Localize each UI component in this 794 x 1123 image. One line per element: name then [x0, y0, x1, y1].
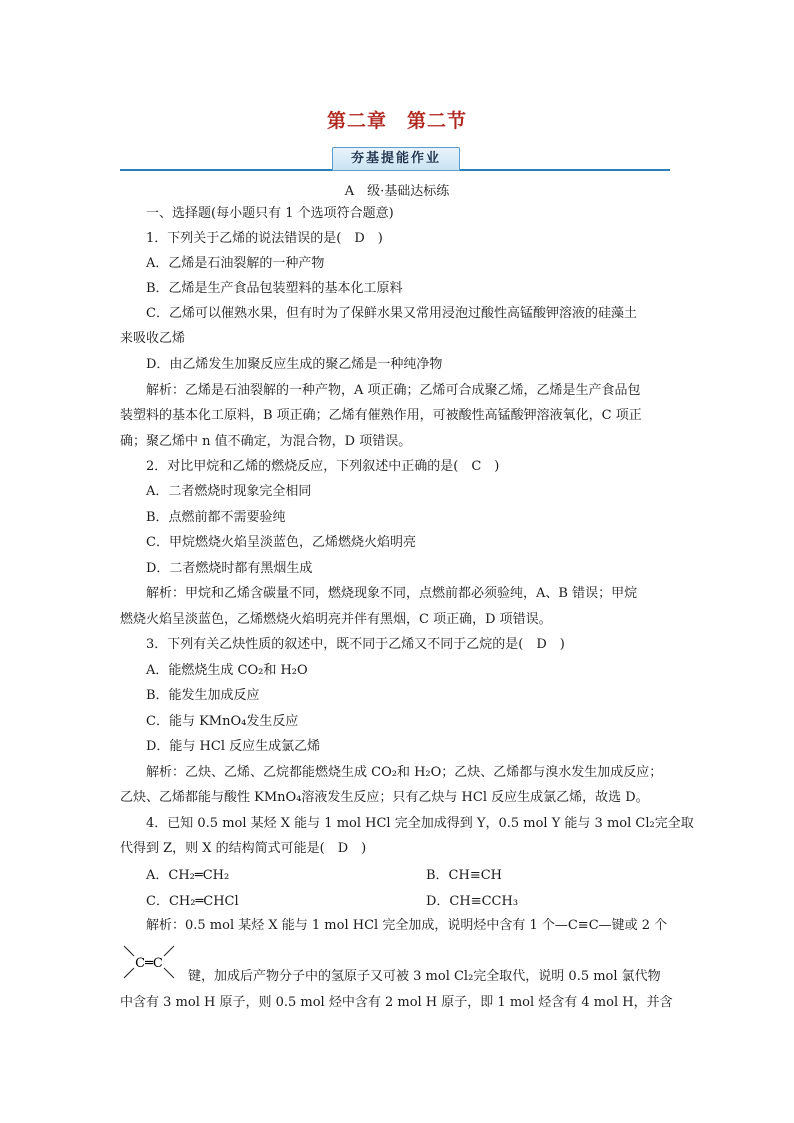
bond-line-upper-right: [164, 946, 174, 956]
text-line: 键，加成后产物分子中的氢原子又可被 3 mol Cl₂完全取代，说明 0.5 mol 氯代物: [188, 969, 661, 984]
text-line: 确；聚乙烯中 n 值不确定，为混合物，D 项错误。: [120, 434, 412, 449]
option-a: C．CH₂═CHCl: [146, 894, 239, 909]
text-line: A．能燃烧生成 CO₂和 H₂O: [146, 663, 308, 678]
text-line: B．点燃前都不需要验纯: [146, 510, 286, 525]
text-line: C．甲烷燃烧火焰呈淡蓝色，乙烯燃烧火焰明亮: [146, 535, 416, 550]
text-line: 一、选择题(每小题只有 1 个选项符合题意): [146, 206, 394, 221]
double-bond-diagram: [118, 942, 180, 982]
text-line: 代得到 Z，则 X 的结构简式可能是( D ): [120, 841, 367, 856]
text-line: B．能发生加成反应: [146, 688, 260, 703]
text-line: 1．下列关于乙烯的说法错误的是( D ): [146, 231, 383, 246]
section-banner: [120, 146, 670, 172]
text-line: A．乙烯是石油裂解的一种产物: [146, 256, 325, 271]
double-bond-label: C═C: [135, 956, 163, 971]
text-line: 解析：0.5 mol 某烃 X 能与 1 mol HCl 完全加成，说明烃中含有 1 个—C≡C—键或 2 个: [146, 918, 668, 933]
text-line: B．乙烯是生产食品包装塑料的基本化工原料: [146, 281, 403, 296]
text-line: A．二者燃烧时现象完全相同: [146, 484, 312, 499]
text-line: 解析：甲烷和乙烯含碳量不同，燃烧现象不同，点燃前都必须验纯，A、B 错误；甲烷: [146, 586, 638, 601]
text-line: 燃烧火焰呈淡蓝色，乙烯燃烧火焰明亮并伴有黑烟，C 项正确，D 项错误。: [120, 612, 552, 627]
text-line: 来吸收乙烯: [120, 331, 186, 346]
text-line: D．二者燃烧时都有黑烟生成: [146, 561, 313, 576]
bond-line-lower-left: [124, 968, 134, 978]
text-line: 装塑料的基本化工原料，B 项正确；乙烯有催熟作用，可被酸性高锰酸钾溶液氧化，C 项正: [120, 408, 642, 423]
level-subtitle: A 级·基础达标练: [344, 184, 450, 199]
text-line: 4．已知 0.5 mol 某烃 X 能与 1 mol HCl 完全加成得到 Y，0.5 mol Y 能与 3 mol Cl₂完全取: [146, 816, 694, 831]
option-b: B．CH≡CH: [426, 868, 503, 883]
page-title: 第二章 第二节: [326, 110, 467, 132]
text-line: 乙炔、乙烯都能与酸性 KMnO₄溶液发生反应；只有乙炔与 HCl 反应生成氯乙烯，故选 D。: [120, 790, 649, 805]
text-line: D．能与 HCl 反应生成氯乙烯: [146, 739, 321, 754]
text-line: 中含有 3 mol H 原子，则 0.5 mol 烃中含有 2 mol H 原子，即 1 mol 烃含有 4 mol H，并含: [120, 995, 673, 1010]
text-line: 解析：乙烯是石油裂解的一种产物，A 项正确；乙烯可合成聚乙烯，乙烯是生产食品包: [146, 383, 641, 398]
option-b: D．CH≡CCH₃: [426, 894, 519, 909]
text-line: 3．下列有关乙炔性质的叙述中，既不同于乙烯又不同于乙烷的是( D ): [146, 637, 565, 652]
text-line: 2．对比甲烷和乙烯的燃烧反应，下列叙述中正确的是( C ): [146, 459, 500, 474]
text-line: C．乙烯可以催熟水果，但有时为了保鲜水果又常用浸泡过酸性高锰酸钾溶液的硅藻土: [146, 306, 637, 321]
option-a: A．CH₂═CH₂: [146, 868, 230, 883]
text-line: 解析：乙炔、乙烯、乙烷都能燃烧生成 CO₂和 H₂O；乙炔、乙烯都与溴水发生加成反应；: [146, 765, 663, 780]
text-line: D．由乙烯发生加聚反应生成的聚乙烯是一种纯净物: [146, 357, 443, 372]
banner-label: 夯基提能作业: [332, 147, 460, 171]
text-line: C．能与 KMnO₄发生反应: [146, 714, 299, 729]
bond-line-upper-left: [124, 946, 134, 956]
bond-line-lower-right: [164, 968, 174, 978]
